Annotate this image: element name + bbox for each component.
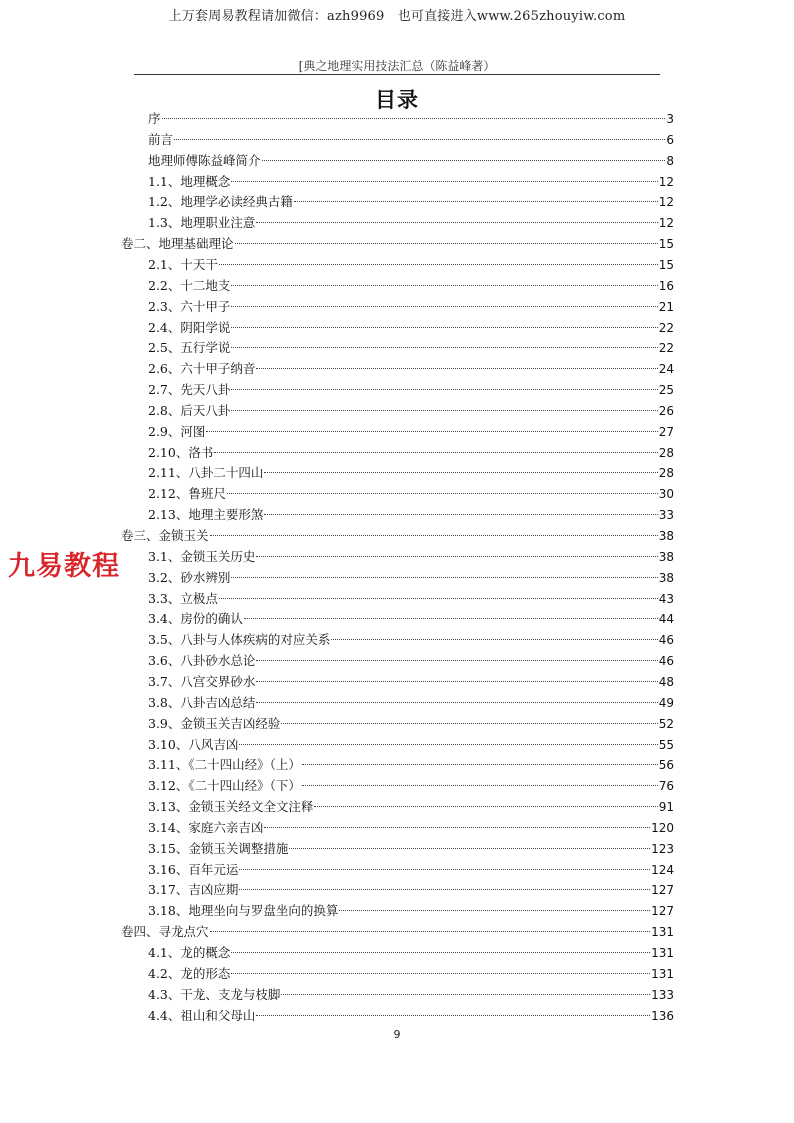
- toc-entry[interactable]: [148, 693, 674, 713]
- toc-dot-leader: [314, 806, 657, 807]
- toc-entry[interactable]: [148, 818, 674, 838]
- toc-dot-leader: [264, 827, 650, 828]
- toc-entry-label: 3.17、吉凶应期: [148, 882, 239, 898]
- toc-entry-label: 1.2、地理学必读经典古籍: [148, 194, 293, 210]
- toc-dot-leader: [239, 869, 650, 870]
- toc-dot-leader: [256, 660, 657, 661]
- toc-entry-page: 44: [658, 612, 674, 627]
- toc-entry-page: 46: [658, 654, 674, 669]
- toc-dot-leader: [231, 327, 657, 328]
- toc-dot-leader: [231, 306, 657, 307]
- toc-entry-page: 120: [651, 820, 674, 835]
- toc-entry-page: 12: [658, 216, 674, 231]
- toc-entry-label: 2.9、河图: [148, 423, 206, 439]
- toc-entry-label: 3.1、金锁玉关历史: [148, 548, 256, 564]
- toc-entry-label: 序: [148, 111, 161, 126]
- toc-entry-page: 49: [658, 695, 674, 710]
- toc-entry-page: 8: [666, 153, 674, 168]
- toc-entry[interactable]: [148, 901, 674, 921]
- toc-entry[interactable]: [148, 255, 674, 275]
- toc-entry-label: 4.2、龙的形态: [148, 965, 231, 981]
- toc-entry[interactable]: [148, 880, 674, 900]
- toc-dot-leader: [231, 347, 657, 348]
- toc-entry[interactable]: [148, 735, 674, 755]
- toc-entry[interactable]: [121, 922, 674, 942]
- toc-entry-label: 3.6、八卦砂水总论: [148, 653, 256, 669]
- toc-title: 目录: [375, 88, 419, 112]
- toc-dot-leader: [289, 848, 650, 849]
- toc-entry[interactable]: [148, 776, 674, 796]
- toc-entry-page: 22: [658, 341, 674, 356]
- toc-entry-page: 38: [658, 529, 674, 543]
- toc-dot-leader: [256, 1015, 650, 1016]
- toc-entry-label: 3.4、房份的确认: [148, 611, 243, 627]
- toc-entry[interactable]: [148, 985, 674, 1005]
- toc-dot-leader: [235, 243, 658, 244]
- toc-dot-leader: [339, 910, 650, 911]
- toc-dot-leader: [231, 973, 650, 974]
- toc-entry-page: 131: [651, 925, 674, 940]
- toc-entry-label: 3.9、金锁玉关吉凶经验: [148, 715, 281, 731]
- toc-entry-page: 28: [658, 445, 674, 460]
- toc-dot-leader: [264, 472, 657, 473]
- toc-entry-page: 21: [658, 299, 674, 314]
- toc-entry[interactable]: [121, 526, 674, 546]
- page-number: 9: [393, 1028, 401, 1041]
- toc-dot-leader: [227, 493, 658, 494]
- toc-entry[interactable]: [148, 130, 674, 150]
- toc-entry-label: 3.7、八宫交界砂水: [148, 673, 256, 689]
- toc-entry[interactable]: [148, 714, 674, 734]
- toc-entry-label: 卷三、金锁玉关: [121, 528, 209, 543]
- toc-entry-page: 136: [651, 1008, 674, 1023]
- toc-entry-label: 3.12、《二十四山经》（下）: [148, 778, 301, 794]
- toc-entry-page: 22: [658, 320, 674, 335]
- toc-entry[interactable]: [148, 505, 674, 525]
- toc-dot-leader: [219, 264, 658, 265]
- toc-entry-page: 3: [666, 112, 674, 126]
- toc-entry-page: 28: [658, 466, 674, 481]
- toc-entry-page: 127: [651, 904, 674, 919]
- toc-entry-label: 3.11、《二十四山经》（上）: [148, 757, 301, 773]
- toc-entry-label: 地理师傅陈益峰简介: [148, 152, 261, 168]
- toc-entry-label: 3.15、金锁玉关调整措施: [148, 840, 289, 856]
- toc-dot-leader: [231, 181, 657, 182]
- toc-dot-leader: [239, 889, 650, 890]
- toc-entry[interactable]: [148, 172, 674, 192]
- toc-entry[interactable]: [121, 234, 674, 254]
- toc-entry-label: 1.1、地理概念: [148, 173, 231, 189]
- toc-entry-label: 4.4、祖山和父母山: [148, 1007, 256, 1023]
- toc-entry[interactable]: [148, 109, 674, 129]
- toc-entry[interactable]: [148, 964, 674, 984]
- toc-dot-leader: [174, 139, 665, 140]
- toc-entry[interactable]: [148, 1006, 674, 1026]
- toc-entry[interactable]: [148, 547, 674, 567]
- toc-entry[interactable]: [148, 568, 674, 588]
- toc-entry-label: 3.13、金锁玉关经文全文注释: [148, 799, 314, 815]
- toc-entry-page: 56: [658, 758, 674, 773]
- toc-entry-page: 26: [658, 403, 674, 418]
- toc-entry-page: 123: [651, 841, 674, 856]
- toc-entry[interactable]: [148, 839, 674, 859]
- toc-dot-leader: [281, 723, 657, 724]
- toc-entry-label: 1.3、地理职业注意: [148, 215, 256, 231]
- toc-entry[interactable]: [148, 192, 674, 212]
- toc-entry-page: 131: [651, 946, 674, 960]
- toc-entry-label: 3.16、百年元运: [148, 861, 239, 877]
- toc-entry[interactable]: [148, 443, 674, 463]
- toc-entry[interactable]: [148, 151, 674, 171]
- toc-entry-page: 133: [651, 987, 674, 1002]
- toc-entry-label: 3.8、八卦吉凶总结: [148, 694, 256, 710]
- header-rule: [134, 74, 660, 75]
- toc-entry-page: 76: [658, 779, 674, 794]
- toc-entry-label: 2.12、鲁班尺: [148, 486, 226, 502]
- toc-dot-leader: [244, 618, 658, 619]
- toc-entry[interactable]: [148, 651, 674, 671]
- toc-entry-page: 15: [658, 237, 674, 252]
- toc-dot-leader: [219, 598, 658, 599]
- toc-dot-leader: [162, 118, 666, 119]
- toc-entry-page: 30: [658, 487, 674, 502]
- toc-entry-page: 16: [658, 278, 674, 293]
- toc-entry-label: 2.2、十二地支: [148, 277, 231, 293]
- toc-entry-label: 2.11、八卦二十四山: [148, 465, 264, 481]
- toc-entry-label: 2.6、六十甲子纳音: [148, 361, 256, 377]
- toc-entry[interactable]: [148, 297, 674, 317]
- toc-entry-label: 卷四、寻龙点穴: [121, 924, 209, 940]
- toc-entry[interactable]: [148, 318, 674, 338]
- toc-entry-page: 24: [658, 362, 674, 377]
- toc-entry-label: 2.8、后天八卦: [148, 402, 231, 418]
- toc-entry-page: 12: [658, 174, 674, 189]
- toc-dot-leader: [231, 389, 657, 390]
- toc-entry-label: 3.5、八卦与人体疾病的对应关系: [148, 632, 331, 648]
- toc-entry-label: 2.13、地理主要形煞: [148, 507, 264, 523]
- toc-entry-page: 127: [651, 883, 674, 898]
- toc-entry-page: 38: [658, 570, 674, 585]
- toc-dot-leader: [294, 201, 658, 202]
- toc-dot-leader: [256, 222, 657, 223]
- toc-entry[interactable]: [148, 630, 674, 650]
- toc-dot-leader: [302, 764, 658, 765]
- toc-dot-leader: [231, 285, 657, 286]
- toc-entry-label: 2.3、六十甲子: [148, 298, 231, 314]
- toc-entry[interactable]: [148, 755, 674, 775]
- toc-entry-label: 2.10、洛书: [148, 444, 214, 460]
- toc-entry-label: 3.14、家庭六亲吉凶: [148, 819, 264, 835]
- toc-entry[interactable]: [148, 609, 674, 629]
- toc-entry[interactable]: [148, 359, 674, 379]
- toc-entry-page: 12: [658, 195, 674, 210]
- toc-entry-page: 43: [658, 591, 674, 606]
- toc-dot-leader: [206, 431, 657, 432]
- toc-entry-label: 卷二、地理基础理论: [121, 236, 234, 252]
- toc-entry-page: 55: [658, 737, 674, 752]
- toc-entry-label: 4.3、干龙、支龙与枝脚: [148, 986, 281, 1002]
- toc-entry[interactable]: [148, 338, 674, 358]
- toc-entry-label: 3.2、砂水辨别: [148, 569, 231, 585]
- top-banner: 上万套周易教程请加微信：azh9969 也可直接进入www.265zhouyiw.com: [168, 9, 626, 24]
- toc-dot-leader: [256, 681, 657, 682]
- toc-dot-leader: [256, 702, 657, 703]
- toc-dot-leader: [331, 639, 657, 640]
- toc-entry-label: 2.1、十天干: [148, 256, 218, 272]
- toc-entry[interactable]: [148, 484, 674, 504]
- toc-entry-page: 48: [658, 674, 674, 689]
- toc-entry[interactable]: [148, 589, 674, 609]
- toc-entry-label: 3.3、立极点: [148, 590, 218, 606]
- toc-dot-leader: [262, 160, 666, 161]
- toc-dot-leader: [231, 577, 657, 578]
- toc-entry-page: 38: [658, 549, 674, 564]
- toc-entry[interactable]: [148, 401, 674, 421]
- toc-entry-page: 46: [658, 633, 674, 648]
- toc-dot-leader: [210, 535, 658, 536]
- toc-entry-label: 4.1、龙的概念: [148, 945, 231, 960]
- watermark-logo: 九易教程: [8, 551, 120, 582]
- toc-entry[interactable]: [148, 797, 674, 817]
- toc-entry-label: 前言: [148, 131, 174, 147]
- toc-entry-page: 6: [666, 132, 674, 147]
- toc-entry-label: 2.7、先天八卦: [148, 382, 231, 398]
- toc-entry[interactable]: [148, 943, 674, 963]
- toc-entry-page: 52: [658, 716, 674, 731]
- toc-dot-leader: [302, 785, 658, 786]
- toc-dot-leader: [256, 368, 657, 369]
- toc-entry-page: 27: [658, 424, 674, 439]
- toc-entry[interactable]: [148, 860, 674, 880]
- toc-entry[interactable]: [148, 380, 674, 400]
- toc-entry[interactable]: [148, 463, 674, 483]
- toc-entry-label: 2.4、阴阳学说: [148, 319, 231, 335]
- toc-dot-leader: [214, 452, 657, 453]
- toc-dot-leader: [264, 514, 657, 515]
- toc-entry-label: 3.10、八风吉凶: [148, 736, 239, 752]
- toc-dot-leader: [231, 410, 657, 411]
- toc-entry-page: 33: [658, 508, 674, 523]
- toc-entry[interactable]: [148, 422, 674, 442]
- toc-entry[interactable]: [148, 213, 674, 233]
- toc-entry[interactable]: [148, 672, 674, 692]
- toc-dot-leader: [210, 931, 651, 932]
- toc-entry-page: 91: [658, 800, 674, 815]
- toc-dot-leader: [239, 744, 657, 745]
- toc-dot-leader: [231, 952, 650, 953]
- toc-entry-page: 25: [658, 383, 674, 398]
- toc-entry-page: 15: [658, 257, 674, 272]
- toc-dot-leader: [281, 994, 650, 995]
- running-header: [典之地理实用技法汇总（陈益峰著）: [298, 59, 496, 73]
- toc-entry[interactable]: [148, 276, 674, 296]
- toc-entry-page: 131: [651, 966, 674, 981]
- toc-entry-page: 124: [651, 862, 674, 877]
- toc-entry-label: 3.18、地理坐向与罗盘坐向的换算: [148, 903, 339, 919]
- toc-entry-label: 2.5、五行学说: [148, 340, 231, 356]
- toc-dot-leader: [256, 556, 657, 557]
